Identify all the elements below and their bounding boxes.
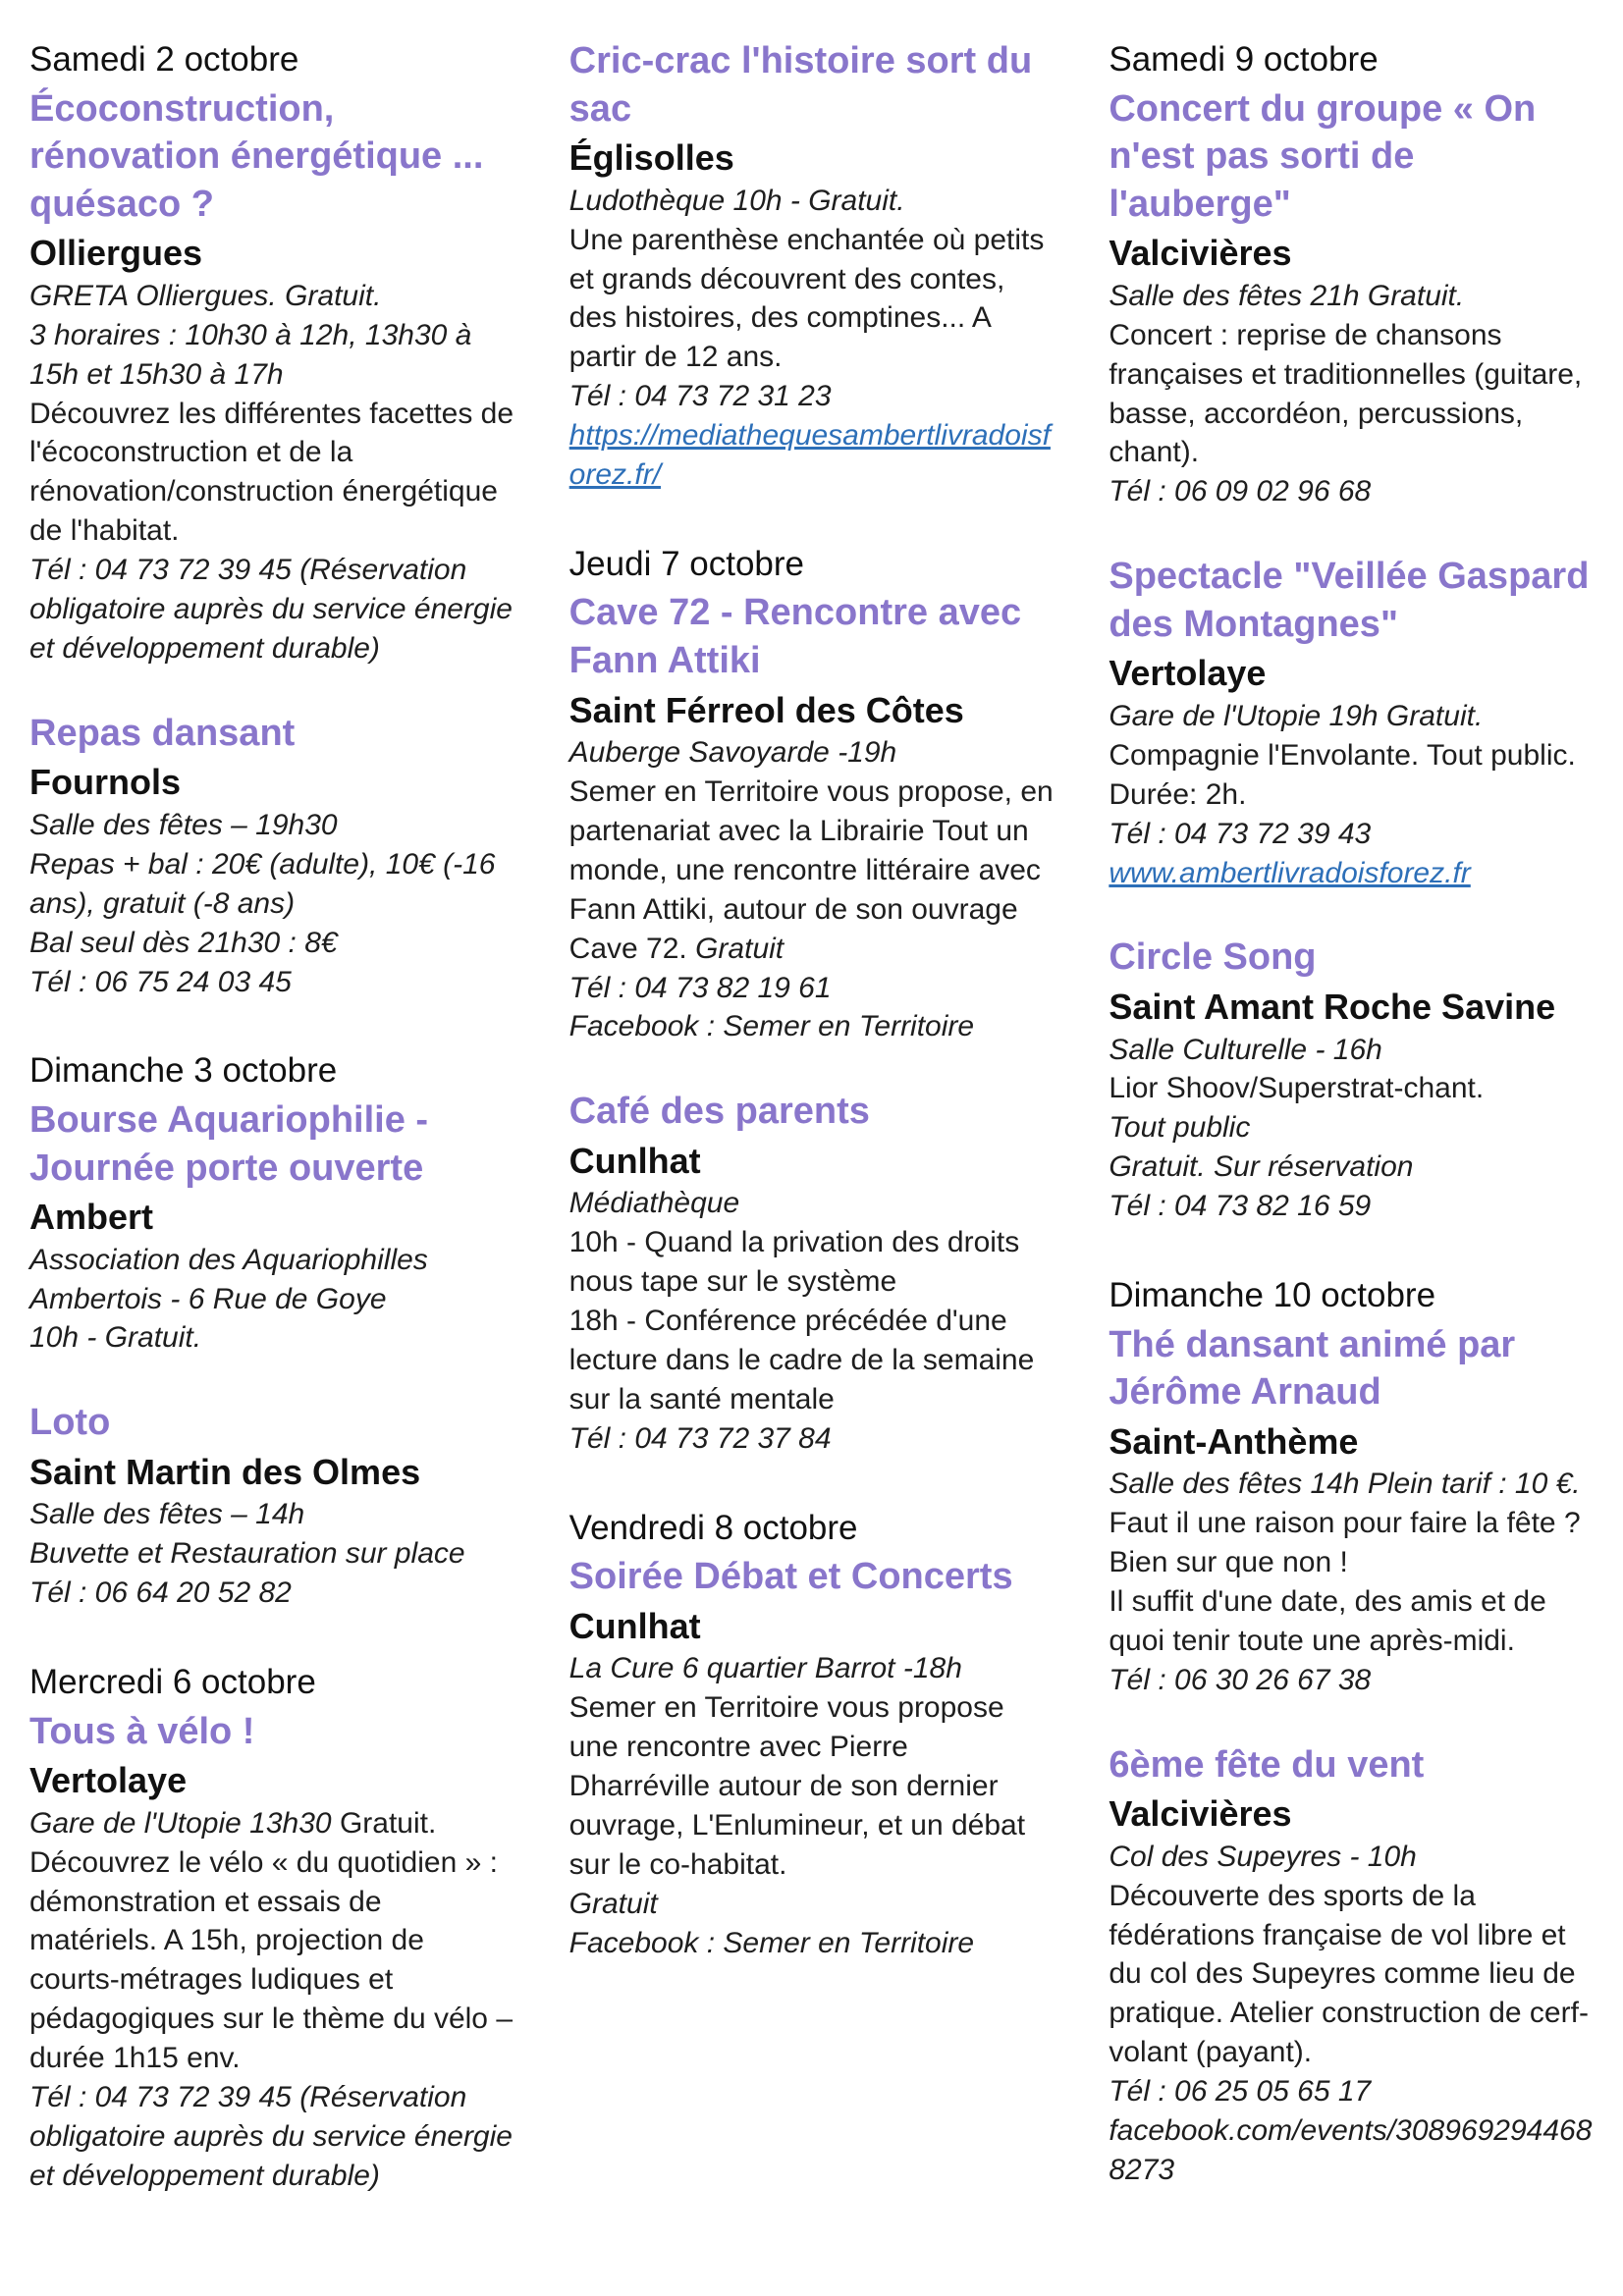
event-detail <box>29 2078 514 2196</box>
event-detail-text: Gare de l'Utopie 19h Gratuit. <box>1109 700 1484 732</box>
event-detail-text: 18h - Conférence précédée d'une lecture dans le cadre de la semaine sur la santé mentale <box>568 1305 1035 1415</box>
event-detail-text: Col des Supeyres - 10h <box>1109 1840 1417 1873</box>
event-detail-text: Gare de l'Utopie 13h30 <box>29 1806 340 1840</box>
event-detail <box>569 1419 1055 1459</box>
event-detail <box>569 1302 1055 1419</box>
event-title: Spectacle "Veillée Gaspard des Montagnes" <box>1109 556 1590 645</box>
event-detail <box>29 1318 514 1358</box>
event-location: Vertolaye <box>1109 653 1267 694</box>
event-detail-text: Tél : 04 73 72 39 45 (Réservation obligatoire auprès du service énergie et développement durable) <box>29 2081 513 2192</box>
event-detail <box>1109 1148 1594 1187</box>
event-detail-text: Salle des fêtes – 19h30 <box>29 808 338 841</box>
event-detail <box>1109 736 1594 815</box>
event-location: Olliergues <box>29 233 203 274</box>
column-2 <box>569 37 1055 1962</box>
event-detail-text: Découverte des sports de la fédérations française de vol libre et du col des Supeyres comme lieu de pratique. Atelier construction de cerf-volant (payant). <box>1109 1879 1589 2069</box>
event-detail <box>1109 2111 1594 2190</box>
event-detail <box>569 733 1055 773</box>
event-detail <box>569 182 1055 221</box>
event-detail <box>569 773 1055 968</box>
event-detail-text: Salle Culturelle - 16h <box>1109 1033 1382 1066</box>
event-detail-text: Tél : 06 25 05 65 17 <box>1109 2075 1372 2109</box>
date-heading: Samedi 2 octobre <box>29 40 299 79</box>
event-title: Concert du groupe « On n'est pas sorti de l'auberge" <box>1109 87 1537 225</box>
event-detail <box>1109 472 1594 511</box>
event-detail <box>1109 1877 1594 2072</box>
event-detail-text: Semer en Territoire vous propose une rencontre avec Pierre Dharréville autour de son dernier ouvrage, L'Enlumineur, et un débat sur le co-habitat. <box>568 1691 1026 1881</box>
event-detail <box>29 1495 514 1534</box>
event-detail-text: Tél : 04 73 72 39 43 <box>1109 817 1372 850</box>
event-link[interactable]: www.ambertlivradoisforez.fr <box>1109 856 1471 889</box>
event-detail-text: Buvette et Restauration sur place <box>29 1537 465 1571</box>
event-detail <box>29 845 514 924</box>
event-title: Écoconstruction, rénovation énergétique ... quésaco ? <box>29 87 484 225</box>
event-title: Bourse Aquariophilie - Journée porte ouverte <box>29 1098 429 1189</box>
event-detail-text: Salle des fêtes 14h Plein tarif : 10 €. <box>1109 1468 1581 1501</box>
event-detail <box>29 1241 514 1319</box>
event-title: Cric-crac l'histoire sort du sac <box>568 40 1033 130</box>
column-1 <box>29 37 514 2196</box>
event-title: Repas dansant <box>29 712 296 754</box>
event-detail <box>569 1885 1055 1924</box>
event-detail-text: Gratuit. <box>339 1806 437 1840</box>
event-detail <box>29 924 514 963</box>
event-detail-text: Tél : 04 73 82 19 61 <box>568 971 832 1004</box>
event-detail-text: 3 horaires : 10h30 à 12h, 13h30 à 15h et 15h30 à 17h <box>29 318 472 391</box>
date-heading: Dimanche 10 octobre <box>1109 1276 1436 1315</box>
event-detail <box>29 1843 514 2078</box>
event-detail-text: Gratuit. Sur réservation <box>1109 1150 1414 1184</box>
event-detail <box>1109 697 1594 736</box>
event-detail-text: Gratuit <box>695 932 784 965</box>
event-detail-text: Une parenthèse enchantée où petits et grands découvrent des contes, des histoires, des comptines... A partir de 12 ans. <box>568 223 1045 374</box>
event-location: Saint Amant Roche Savine <box>1109 987 1556 1028</box>
event-detail-text: Salle des fêtes 21h Gratuit. <box>1109 279 1465 312</box>
event-detail <box>29 316 514 395</box>
event-detail-text: Facebook : Semer en Territoire <box>568 1010 975 1043</box>
event-detail <box>1109 1661 1594 1700</box>
column-3 <box>1109 37 1594 2190</box>
date-heading: Dimanche 3 octobre <box>29 1051 338 1091</box>
event-title: Thé dansant animé par Jérôme Arnaud <box>1109 1323 1516 1414</box>
event-title: Circle Song <box>1109 936 1317 979</box>
event-detail <box>29 551 514 668</box>
date-heading: Vendredi 8 octobre <box>568 1508 858 1547</box>
event-detail <box>569 1223 1055 1302</box>
event-detail-text: Semer en Territoire vous propose, en partenariat avec la Librairie Tout un monde, une rencontre littéraire avec Fann Attiki, autour de son ouvrage Cave 72. <box>568 775 1054 965</box>
event-location: Valcivières <box>1109 1793 1292 1835</box>
event-detail <box>1109 2072 1594 2111</box>
event-detail <box>1109 854 1594 893</box>
event-location: Saint Férreol des Côtes <box>568 689 964 730</box>
event-detail <box>569 416 1055 495</box>
event-detail-text: Ludothèque 10h - Gratuit. <box>568 184 905 217</box>
event-detail <box>569 377 1055 416</box>
event-title: Cave 72 - Rencontre avec Fann Attiki <box>568 592 1022 682</box>
event-detail-text: Découvrez le vélo « du quotidien » : démonstration et essais de matériels. A 15h, projection de courts-métrages ludiques et pédagogiques sur le thème du vélo – durée 1h15 env. <box>29 1845 514 2075</box>
event-detail <box>29 963 514 1002</box>
date-heading: Mercredi 6 octobre <box>29 1663 316 1702</box>
event-detail-text: Repas + bal : 20€ (adulte), 10€ (-16 ans), gratuit (-8 ans) <box>29 847 496 920</box>
event-detail <box>29 806 514 845</box>
event-detail <box>1109 1108 1594 1148</box>
event-detail <box>569 1007 1055 1046</box>
event-detail-text: Tél : 06 75 24 03 45 <box>29 965 292 998</box>
event-detail-text: 10h - Gratuit. <box>29 1321 202 1355</box>
event-link[interactable]: https://mediathequesambertlivradoisforez.fr/ <box>568 419 1051 491</box>
event-location: Cunlhat <box>568 1140 701 1181</box>
event-detail-text: Médiathèque <box>568 1187 740 1220</box>
event-detail-text: Tél : 04 73 72 39 45 (Réservation obligatoire auprès du service énergie et développement durable) <box>29 554 513 665</box>
event-detail-text: facebook.com/events/3089692944688273 <box>1109 2114 1593 2186</box>
event-detail <box>1109 316 1594 473</box>
event-detail <box>1109 815 1594 854</box>
event-title: 6ème fête du vent <box>1109 1743 1425 1786</box>
event-detail <box>569 1924 1055 1963</box>
event-detail-text: La Cure 6 quartier Barrot -18h <box>568 1652 962 1685</box>
event-detail-text: Tout public <box>1109 1111 1251 1145</box>
event-title: Café des parents <box>568 1091 870 1133</box>
event-detail <box>1109 1838 1594 1877</box>
event-detail-text: Bal seul dès 21h30 : 8€ <box>29 926 338 959</box>
event-detail <box>29 1574 514 1613</box>
event-location: Vertolaye <box>29 1760 188 1801</box>
event-columns <box>29 37 1594 2196</box>
event-location: Fournols <box>29 762 181 803</box>
event-detail <box>29 1804 514 1843</box>
event-location: Églisolles <box>568 137 734 179</box>
event-detail-text: Tél : 06 30 26 67 38 <box>1109 1663 1372 1696</box>
event-detail <box>1109 1504 1594 1582</box>
event-detail-text: Auberge Savoyarde -19h <box>568 736 897 770</box>
event-detail-text: 10h - Quand la privation des droits nous tape sur le système <box>568 1226 1020 1299</box>
event-detail-text: Faut il une raison pour faire la fête ? Bien sur que non ! <box>1109 1507 1581 1579</box>
event-detail <box>29 395 514 552</box>
event-detail <box>569 1688 1055 1884</box>
event-title: Soirée Débat et Concerts <box>568 1556 1013 1598</box>
event-location: Cunlhat <box>568 1605 701 1646</box>
event-detail-text: Gratuit <box>568 1887 658 1920</box>
event-title: Loto <box>29 1402 111 1444</box>
event-detail <box>1109 277 1594 316</box>
event-location: Saint Martin des Olmes <box>29 1451 421 1492</box>
event-location: Saint-Anthème <box>1109 1420 1359 1462</box>
event-detail-text: GRETA Olliergues. Gratuit. <box>29 279 382 312</box>
event-detail-text: Tél : 06 09 02 96 68 <box>1109 475 1372 508</box>
event-detail-text: Salle des fêtes – 14h <box>29 1498 305 1531</box>
event-detail-text: Tél : 04 73 82 16 59 <box>1109 1190 1372 1223</box>
event-detail <box>1109 1187 1594 1226</box>
event-detail-text: Tél : 04 73 72 37 84 <box>568 1421 832 1455</box>
event-detail-text: Tél : 06 64 20 52 82 <box>29 1576 292 1610</box>
event-location: Ambert <box>29 1197 154 1238</box>
event-detail <box>1109 1582 1594 1661</box>
event-detail <box>569 221 1055 378</box>
event-title: Tous à vélo ! <box>29 1710 255 1752</box>
event-location: Valcivières <box>1109 233 1292 274</box>
event-detail <box>1109 1031 1594 1070</box>
event-detail <box>1109 1465 1594 1504</box>
event-detail-text: Facebook : Semer en Territoire <box>568 1926 975 1959</box>
event-detail <box>569 969 1055 1008</box>
event-detail-text: Découvrez les différentes facettes de l'écoconstruction et de la rénovation/construction énergétique de l'habitat. <box>29 397 514 548</box>
event-detail-text: Il suffit d'une date, des amis et de quoi tenir toute une après-midi. <box>1109 1584 1546 1657</box>
event-detail-text: Compagnie l'Envolante. Tout public. Durée: 2h. <box>1109 738 1576 811</box>
event-detail-text: Association des Aquariophilles Ambertois - 6 Rue de Goye <box>29 1243 428 1315</box>
event-detail <box>1109 1069 1594 1108</box>
event-detail <box>29 1534 514 1574</box>
date-heading: Jeudi 7 octobre <box>568 544 804 583</box>
event-detail <box>29 277 514 316</box>
event-detail-text: Lior Shoov/Superstrat-chant. <box>1109 1072 1485 1105</box>
event-detail <box>569 1649 1055 1688</box>
event-detail-text: Concert : reprise de chansons françaises et traditionnelles (guitare, basse, accordéon, percussions, chant). <box>1109 318 1583 469</box>
date-heading: Samedi 9 octobre <box>1109 40 1379 79</box>
event-detail-text: Tél : 04 73 72 31 23 <box>568 380 832 413</box>
event-detail <box>569 1184 1055 1223</box>
